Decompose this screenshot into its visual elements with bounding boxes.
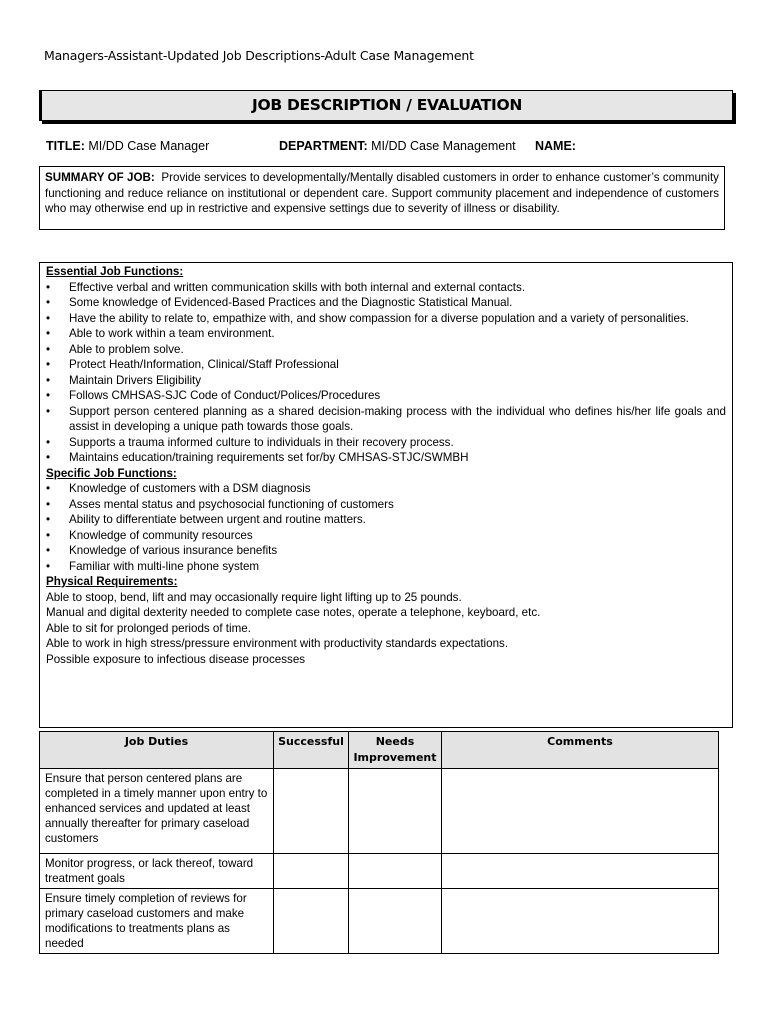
list-item: • Familiar with multi-line phone system	[46, 559, 726, 575]
document-title-box	[39, 90, 733, 121]
comments-cell	[442, 769, 719, 854]
list-item: • Follows CMHSAS-SJC Code of Conduct/Polices/Procedures	[46, 388, 726, 404]
title-field	[46, 139, 209, 153]
physical-requirement-line: Able to stoop, bend, lift and may occasionally require light lifting up to 25 pounds.	[46, 590, 462, 604]
title-value: MI/DD Case Manager	[88, 139, 210, 153]
list-item: • Maintain Drivers Eligibility	[46, 373, 726, 389]
list-item: • Knowledge of community resources	[46, 528, 726, 544]
essential-functions-list	[46, 280, 726, 466]
list-item: • Protect Heath/Information, Clinical/Staff Professional	[46, 357, 726, 373]
comments-cell	[442, 854, 719, 889]
list-item: • Knowledge of various insurance benefits	[46, 543, 726, 559]
table-row	[40, 889, 719, 954]
evaluation-table	[39, 731, 719, 954]
needs-improvement-cell	[349, 889, 442, 954]
name-label: NAME:	[535, 139, 576, 153]
table-header-row	[40, 732, 719, 769]
department-value: MI/DD Case Management	[371, 139, 516, 153]
physical-requirement-line: Possible exposure to infectious disease processes	[46, 652, 306, 666]
specific-functions-list	[46, 481, 726, 574]
list-item: • Ability to differentiate between urgent and routine matters.	[46, 512, 726, 528]
list-item: • Have the ability to relate to, empathize with, and show compassion for a diverse population and a variety of personalities.	[46, 311, 726, 327]
table-row	[40, 769, 719, 854]
essential-functions-heading: Essential Job Functions:	[46, 265, 184, 278]
job-duty-cell: Ensure timely completion of reviews for primary caseload customers and make modifications to treatments plans as needed	[40, 889, 274, 954]
physical-requirements-heading: Physical Requirements:	[46, 575, 178, 588]
column-header-comments: Comments	[442, 732, 719, 769]
summary-text: Provide services to developmentally/Mentally disabled customers in order to enhance customer’s community functioning and reduce reliance on institutional or dependent care. Support community placement and independence of customers who may otherwise end up in restrictive and expensive settings due to severity of illness or disability.	[45, 171, 719, 216]
list-item: • Effective verbal and written communication skills with both internal and external contacts.	[46, 280, 726, 296]
table-row	[40, 854, 719, 889]
physical-requirement-line: Able to sit for prolonged periods of time.	[46, 621, 251, 635]
list-item: • Support person centered planning as a shared decision-making process with the individual who defines his/her life goals and assist in developing a unique path towards those goals.	[46, 404, 726, 435]
summary-box	[39, 166, 725, 230]
title-label: TITLE:	[46, 139, 85, 153]
physical-requirement-line: Able to work in high stress/pressure environment with productivity standards expectations.	[46, 637, 509, 650]
department-field	[279, 139, 516, 153]
successful-cell	[274, 889, 349, 954]
document-title: JOB DESCRIPTION / EVALUATION	[252, 96, 522, 114]
successful-cell	[274, 769, 349, 854]
list-item: • Supports a trauma informed culture to individuals in their recovery process.	[46, 435, 726, 451]
list-item: • Asses mental status and psychosocial functioning of customers	[46, 497, 726, 513]
specific-functions-heading: Specific Job Functions:	[46, 466, 177, 480]
summary-label: SUMMARY OF JOB:	[45, 171, 155, 184]
needs-improvement-cell	[349, 769, 442, 854]
job-duty-cell: Monitor progress, or lack thereof, toward treatment goals	[40, 854, 274, 889]
name-field	[535, 139, 576, 153]
needs-improvement-cell	[349, 854, 442, 889]
successful-cell	[274, 854, 349, 889]
department-label: DEPARTMENT:	[279, 139, 368, 153]
list-item: • Maintains education/training requirements set for/by CMHSAS-STJC/SWMBH	[46, 450, 726, 466]
physical-requirement-line: Manual and digital dexterity needed to complete case notes, operate a telephone, keyboard, etc.	[46, 606, 541, 619]
functions-box	[39, 262, 733, 728]
column-header-successful: Successful	[274, 732, 349, 769]
comments-cell	[442, 889, 719, 954]
list-item: • Able to work within a team environment.	[46, 326, 726, 342]
list-item: • Knowledge of customers with a DSM diagnosis	[46, 481, 726, 497]
list-item: • Some knowledge of Evidenced-Based Practices and the Diagnostic Statistical Manual.	[46, 295, 726, 311]
column-header-needs-improvement: Needs Improvement	[349, 732, 442, 769]
job-duty-cell: Ensure that person centered plans are completed in a timely manner upon entry to enhanced services and updated at least annually thereafter for primary caseload customers	[40, 769, 274, 854]
list-item: • Able to problem solve.	[46, 342, 726, 358]
column-header-job-duties: Job Duties	[40, 732, 274, 769]
document-header: Managers-Assistant-Updated Job Descriptions-Adult Case Management	[44, 48, 474, 63]
